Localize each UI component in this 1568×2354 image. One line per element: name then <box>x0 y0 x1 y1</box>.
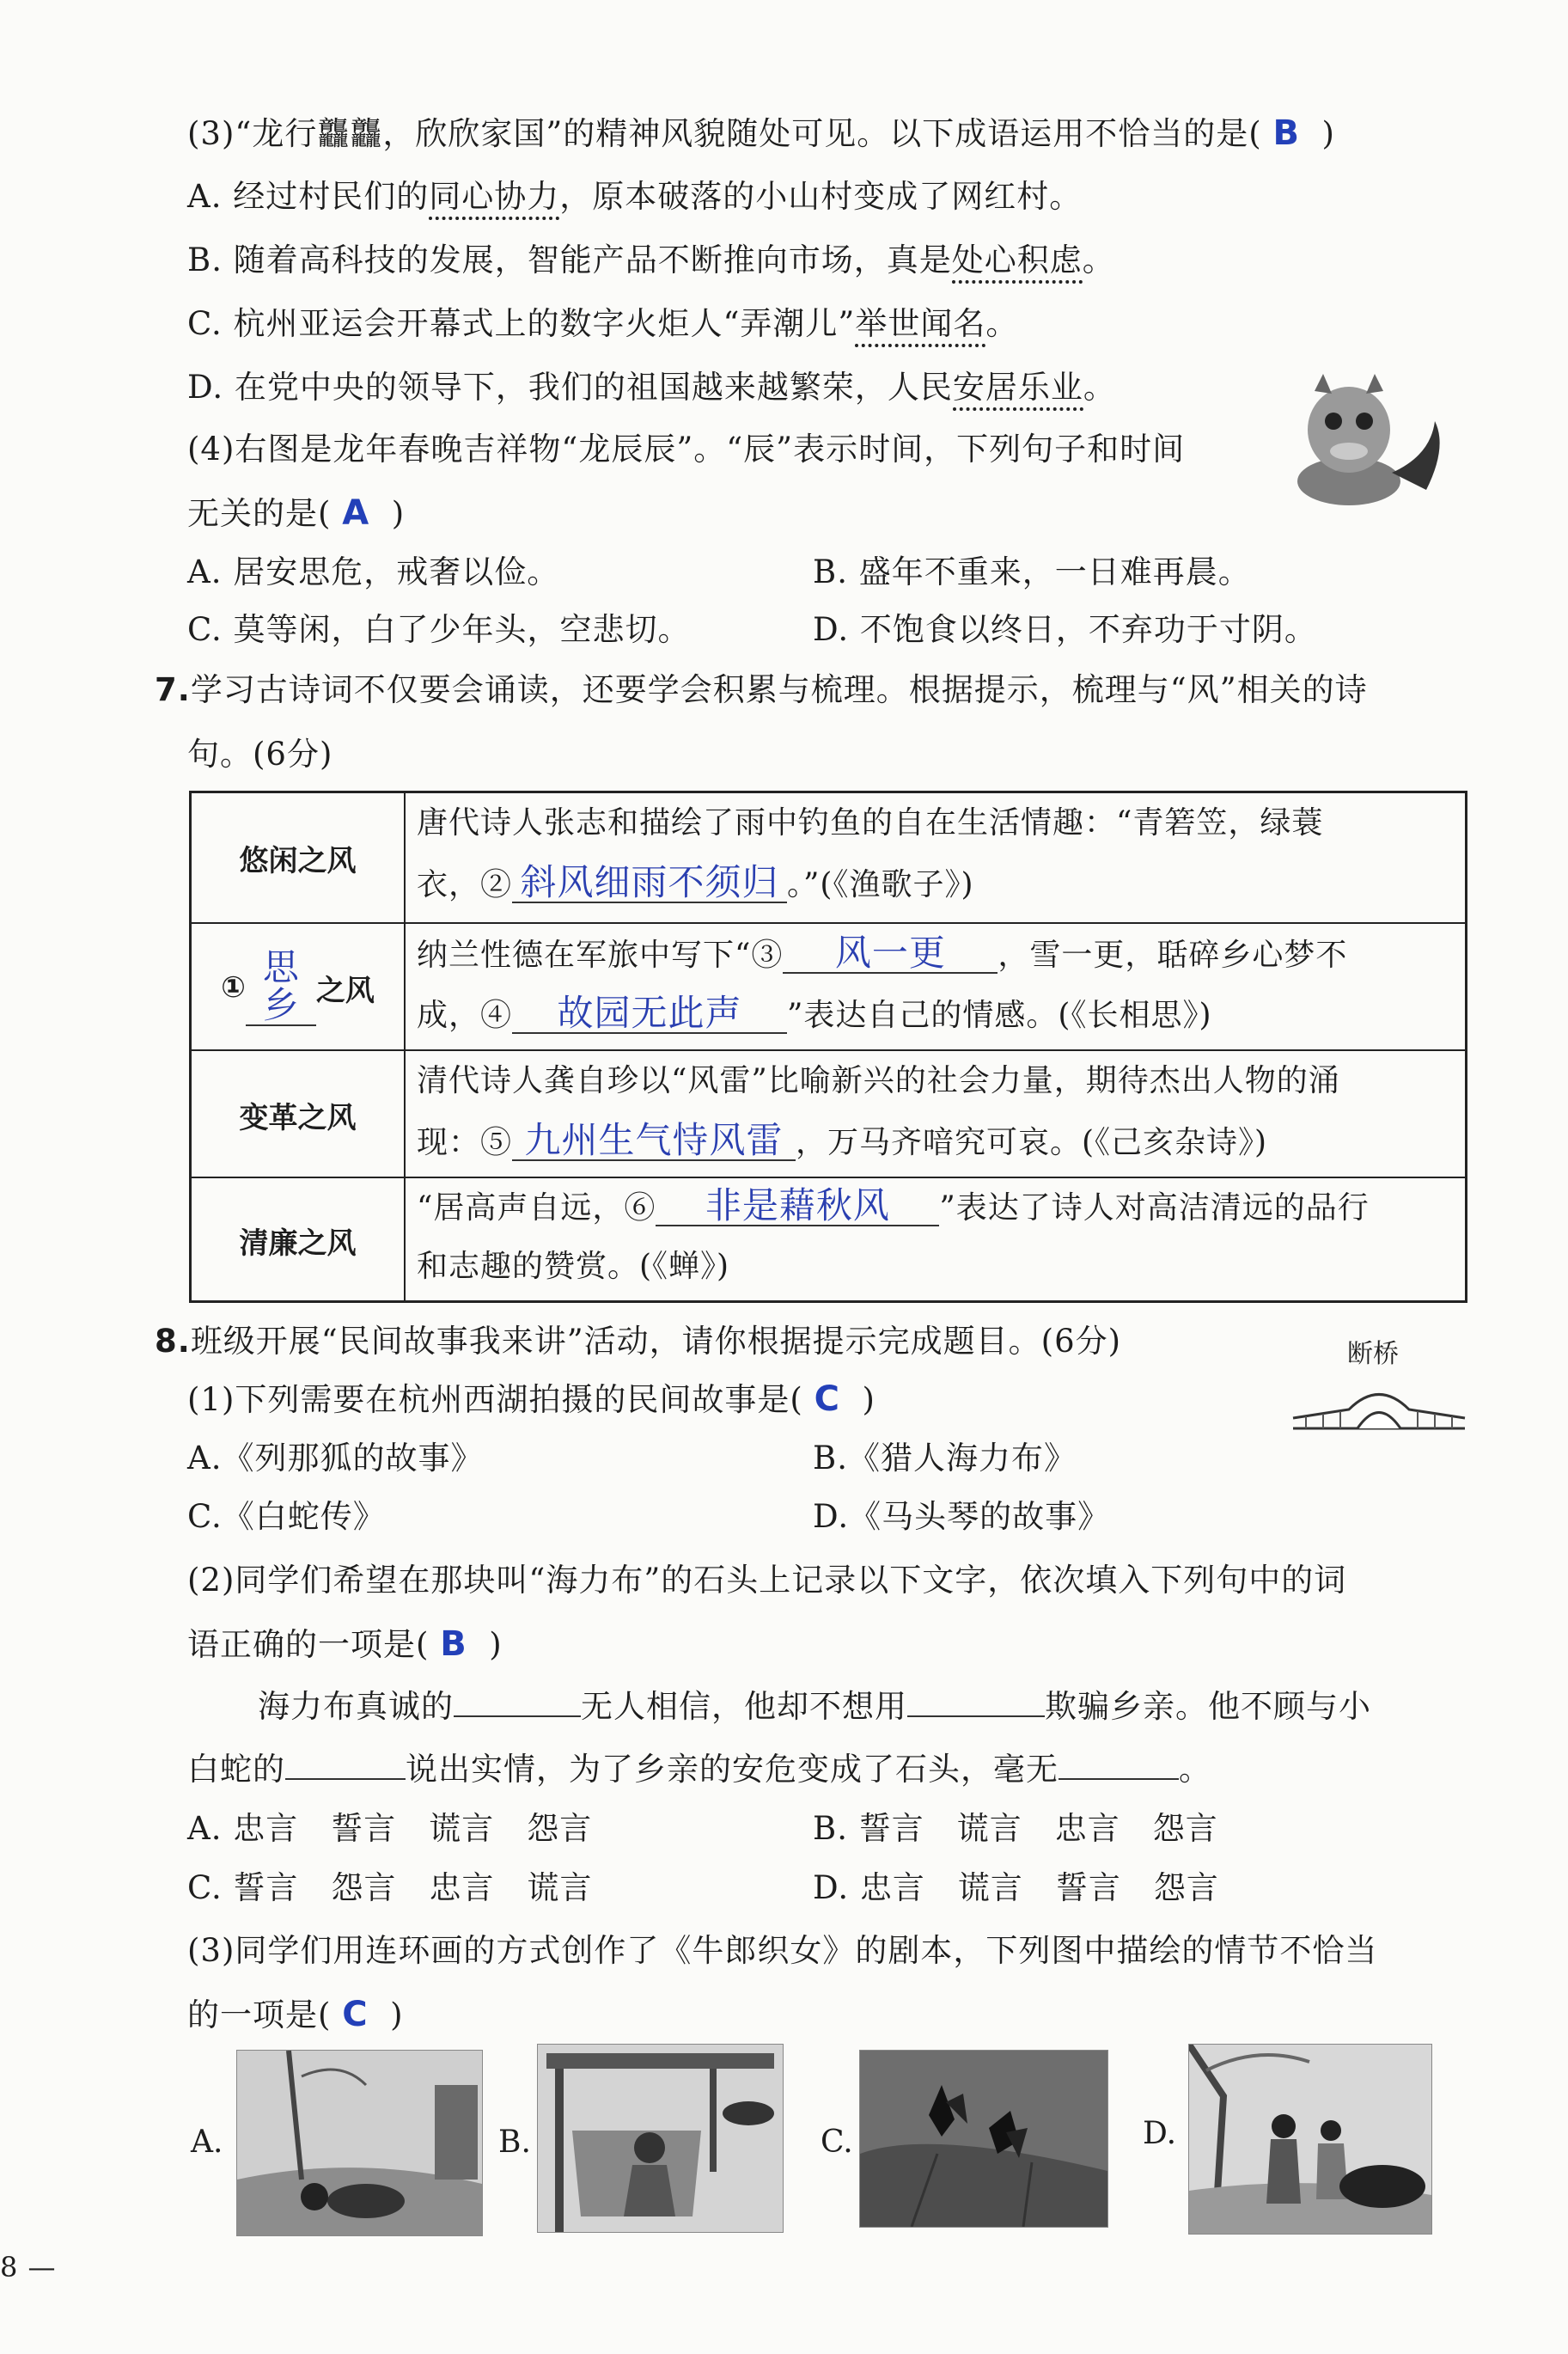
q8-1-option-b: B.《猎人海力布》 <box>813 1440 1077 1477</box>
q6-4-option-c: C. 莫等闲，白了少年头，空悲切。 <box>187 611 691 648</box>
q7-stem-line2: 句。(6分) <box>187 736 333 773</box>
answer-q6-3: B <box>1272 113 1300 153</box>
panel-b-image <box>537 2044 784 2233</box>
panel-label-a: A. <box>191 2125 223 2160</box>
q8-3-stem-line1: (3)同学们用连环画的方式创作了《牛郎织女》的剧本，下列图中描绘的情节不恰当 <box>187 1932 1378 1969</box>
table-row: 悠闲之风 唐代诗人张志和描绘了雨中钓鱼的自在生活情趣：“青箬笠，绿蓑 衣，② 斜风细雨不须归 。”(《渔歌子》) <box>192 793 1465 922</box>
dragon-mascot-image <box>1289 370 1452 516</box>
q6-4-option-d: D. 不饱食以终日，不弃功于寸阴。 <box>813 611 1317 648</box>
q6-4-stem-line2: 无关的是( A ) <box>187 493 406 533</box>
q8-2-option-c: C. 誓言 怨言 忠言 谎言 <box>187 1869 593 1906</box>
q6-3-option-c: C. 杭州亚运会开幕式上的数字火炬人“弄潮儿”举世闻名。 <box>187 304 1018 344</box>
q8-2-stem-line2: 语正确的一项是( B ) <box>187 1624 503 1664</box>
answer-q6-4: A <box>342 493 370 533</box>
panel-c-image <box>859 2050 1108 2228</box>
poetry-table <box>189 791 1467 1303</box>
answer-q8-1: C <box>814 1379 840 1419</box>
q6-3-option-a: A. 经过村民们的同心协力，原本破落的小山村变成了网红村。 <box>187 177 1082 217</box>
answer-blank-2: 斜风细雨不须归 <box>512 864 787 903</box>
q8-2-option-d: D. 忠言 谎言 誓言 怨言 <box>813 1869 1219 1906</box>
q8-2-stem-line1: (2)同学们希望在那块叫“海力布”的石头上记录以下文字，依次填入下列句中的词 <box>187 1562 1347 1599</box>
q8-1-option-c: C.《白蛇传》 <box>187 1498 386 1535</box>
answer-q8-2: B <box>440 1624 467 1664</box>
q8-2-passage-line1: 海力布真诚的 无人相信，他却不想用 欺骗乡亲。他不顾与小 <box>258 1688 1371 1725</box>
q6-4-option-b: B. 盛年不重来，一日难再晨。 <box>813 553 1251 590</box>
answer-blank-4: 故园无此声 <box>512 994 787 1034</box>
q8-stem: 8.班级开展“民间故事我来讲”活动，请你根据提示完成题目。(6分) <box>155 1323 1122 1360</box>
q8-3-stem-line2: 的一项是( C ) <box>187 1995 404 2034</box>
table-row: 变革之风 清代诗人龚自珍以“风雷”比喻新兴的社会力量，期待杰出人物的涌 现：⑤ 九州生气恃风雷 ，万马齐喑究可哀。(《己亥杂诗》) <box>192 1049 1465 1178</box>
q6-4-option-a: A. 居安思危，戒奢以俭。 <box>187 553 560 590</box>
q8-2-option-a: A. 忠言 誓言 谎言 怨言 <box>187 1810 593 1847</box>
q8-1-option-d: D.《马头琴的故事》 <box>813 1498 1111 1535</box>
answer-q8-3: C <box>342 1995 369 2034</box>
row-label: 悠闲之风 <box>192 793 406 922</box>
row-label: ① 思乡 之风 <box>192 924 406 1051</box>
q6-3-stem: (3)“龙行龘龘，欣欣家国”的精神风貌随处可见。以下成语运用不恰当的是( B ) <box>187 113 1335 153</box>
page-number: 8 — <box>0 2251 57 2284</box>
broken-bridge-image <box>1289 1375 1469 1435</box>
q7-stem-line1: 7.学习古诗词不仅要会诵读，还要学会积累与梳理。根据提示，梳理与“风”相关的诗 <box>155 671 1368 708</box>
row-label: 清廉之风 <box>192 1178 406 1302</box>
panel-d-image <box>1188 2044 1432 2235</box>
panel-label-c: C. <box>821 2125 853 2160</box>
q8-2-option-b: B. 誓言 谎言 忠言 怨言 <box>813 1810 1218 1847</box>
answer-blank-3: 风一更 <box>783 934 998 974</box>
q6-4-stem-line1: (4)右图是龙年春晚吉祥物“龙辰辰”。“辰”表示时间，下列句子和时间 <box>187 431 1186 468</box>
q8-1-stem: (1)下列需要在杭州西湖拍摄的民间故事是( C ) <box>187 1379 876 1419</box>
table-row: 清廉之风 “居高声自远，⑥ 非是藉秋风 ”表达了诗人对高洁清远的品行 和志趣的赞赏。(《蝉》) <box>192 1177 1465 1302</box>
panel-label-b: B. <box>498 2125 531 2160</box>
answer-blank-5: 九州生气恃风雷 <box>512 1122 796 1161</box>
table-row: ① 思乡 之风 纳兰性德在军旅中写下“③ 风一更 ，雪一更，聒碎乡心梦不 成，④ 故园无此声 ”表达自己的情感。(《长相思》) <box>192 922 1465 1051</box>
bridge-caption: 断桥 <box>1347 1339 1399 1369</box>
q8-1-option-a: A.《列那狐的故事》 <box>187 1440 484 1477</box>
row-label: 变革之风 <box>192 1051 406 1178</box>
panel-a-image <box>236 2050 483 2236</box>
answer-blank-6: 非是藉秋风 <box>656 1187 939 1226</box>
q8-2-passage-line2: 白蛇的 说出实情，为了乡亲的安危变成了石头，毫无 。 <box>187 1751 1211 1788</box>
answer-blank-1: 思乡 <box>246 949 316 1026</box>
q6-3-option-d: D. 在党中央的领导下，我们的祖国越来越繁荣，人民安居乐业。 <box>187 368 1116 407</box>
panel-label-d: D. <box>1143 2116 1177 2151</box>
q6-3-option-b: B. 随着高科技的发展，智能产品不断推向市场，真是处心积虑。 <box>187 241 1115 280</box>
